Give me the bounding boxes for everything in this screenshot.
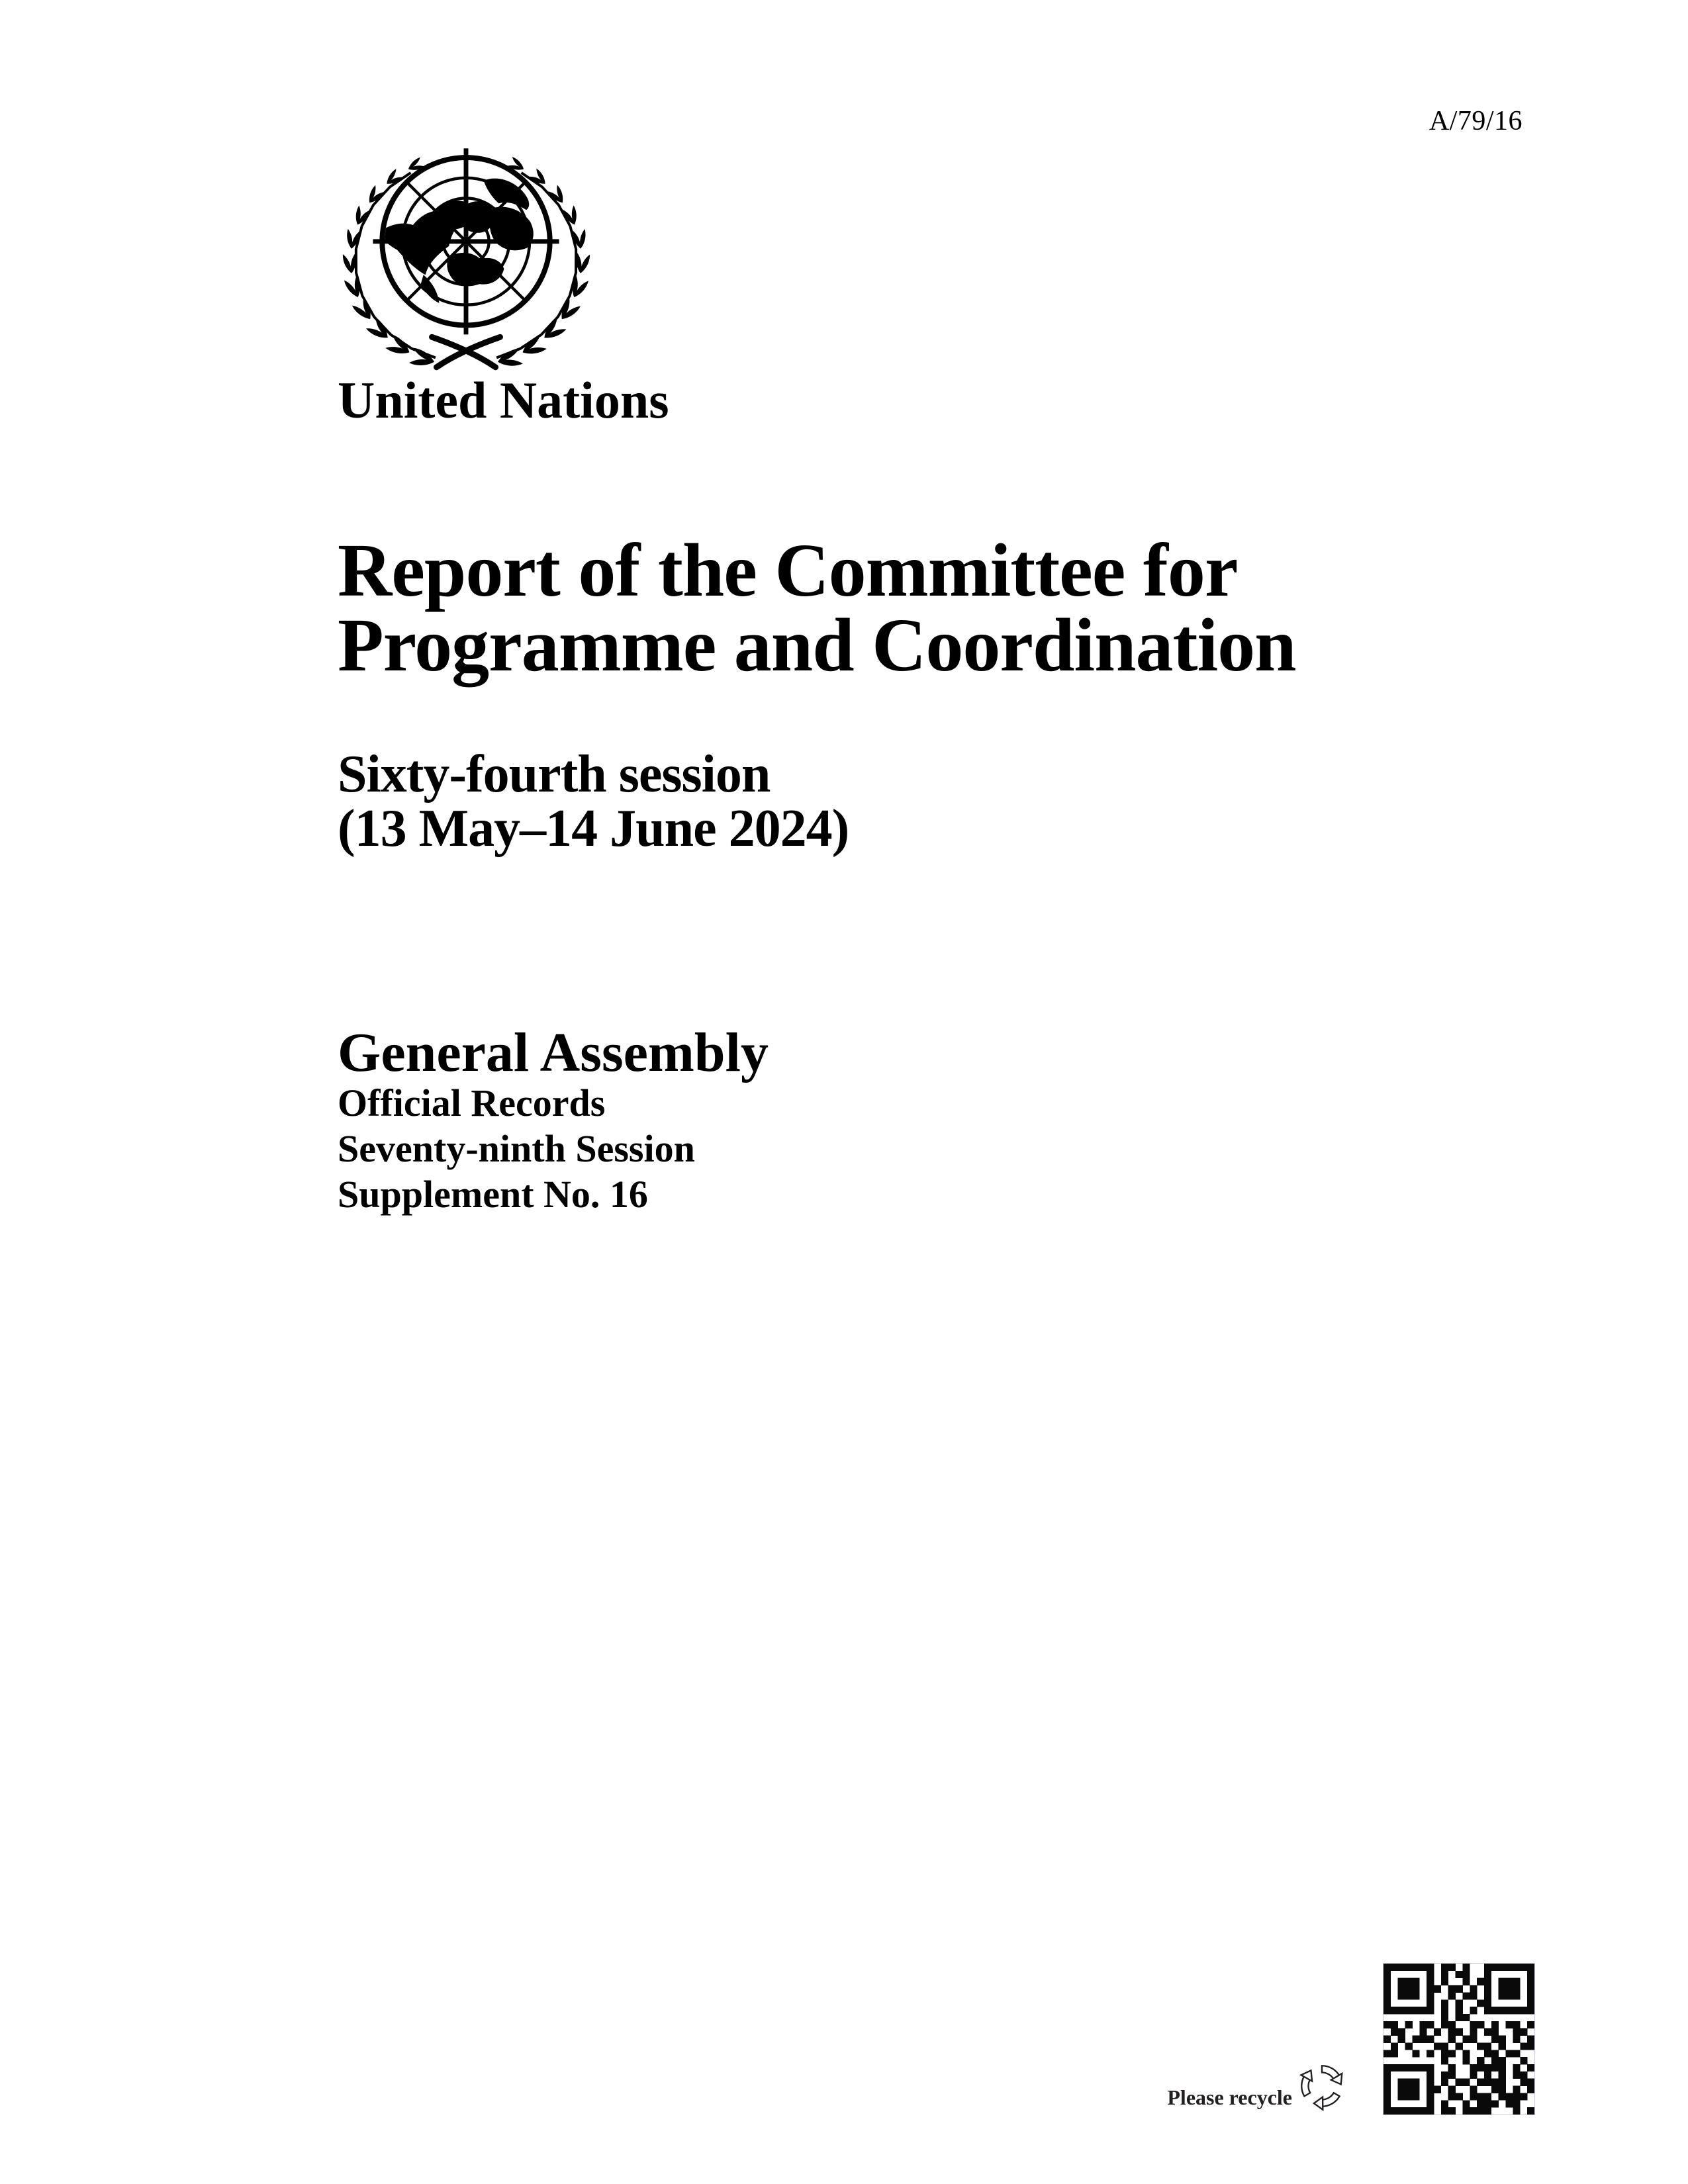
org-name: United Nations xyxy=(338,371,669,429)
globe-grid xyxy=(373,148,559,334)
assembly-details xyxy=(338,1080,695,1217)
report-title-line1: Report of the Committee for xyxy=(338,528,1238,612)
session-name: Sixty-fourth session xyxy=(338,745,771,803)
qr-code xyxy=(1383,1963,1535,2115)
report-title-line2: Programme and Coordination xyxy=(338,603,1296,687)
document-symbol: A/79/16 xyxy=(1429,106,1523,136)
assembly-heading: General Assembly xyxy=(338,1022,769,1083)
recycle-label: Please recycle xyxy=(1167,2085,1292,2109)
report-title xyxy=(338,528,1296,687)
assembly-line-session: Seventy-ninth Session xyxy=(338,1127,695,1170)
recycle-icon xyxy=(1295,2058,1349,2114)
assembly-line-official-records: Official Records xyxy=(338,1081,606,1124)
un-emblem-icon xyxy=(338,146,594,373)
session-info xyxy=(338,747,849,856)
session-dates: (13 May–14 June 2024) xyxy=(338,799,849,858)
wreath-stems xyxy=(432,337,500,367)
assembly-line-supplement: Supplement No. 16 xyxy=(338,1173,648,1216)
